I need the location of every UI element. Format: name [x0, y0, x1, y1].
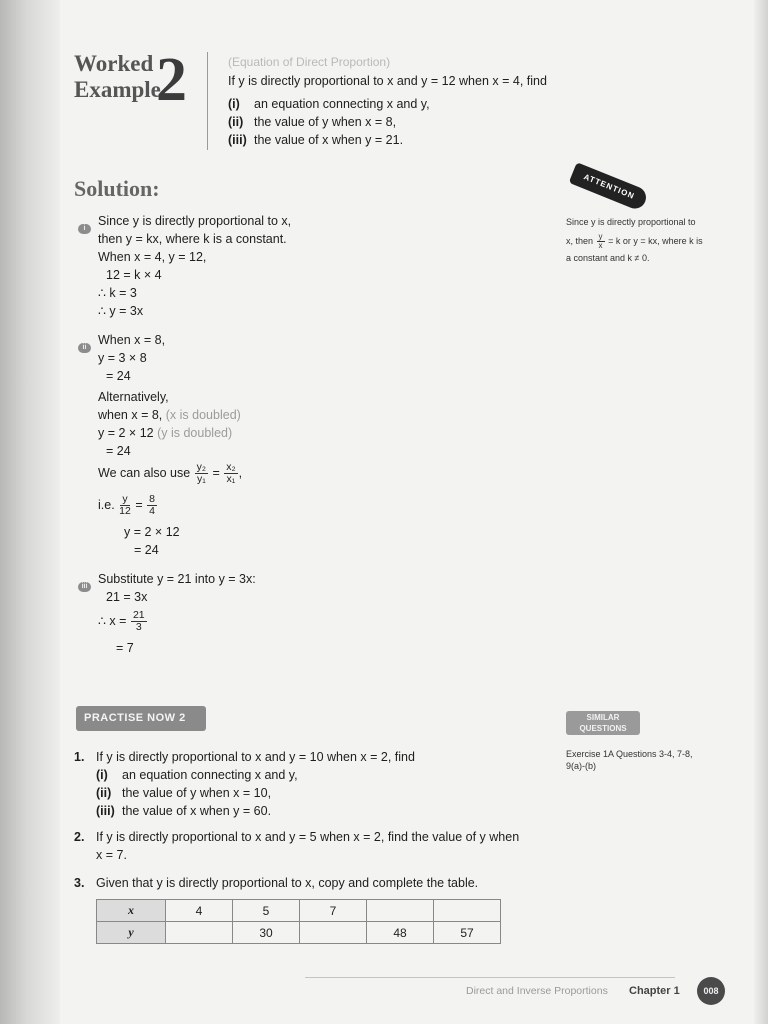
footer-chapter-number: Chapter 1: [629, 985, 680, 997]
solution-line: y = 3 × 8: [98, 351, 147, 365]
solution-line: ∴ k = 3: [98, 286, 137, 300]
table-header-y: y: [97, 922, 166, 944]
table-cell: 4: [166, 900, 233, 922]
attention-ribbon: ATTENTION: [570, 176, 648, 198]
table-cell: 48: [367, 922, 434, 944]
solution-line: then y = kx, where k is a constant.: [98, 232, 287, 246]
attention-note-line: a constant and k ≠ 0.: [566, 253, 650, 263]
part-ii-marker: ii: [78, 336, 91, 354]
footer-chapter-title: Direct and Inverse Proportions: [466, 985, 608, 997]
page-binding-shadow: [0, 0, 60, 1024]
question-part-i: (i) an equation connecting x and y,: [228, 97, 430, 111]
practise-question-1-part: (i) an equation connecting x and y,: [96, 768, 298, 782]
solution-line: = 24: [106, 444, 131, 458]
table-cell: [300, 922, 367, 944]
solution-line: When x = 4, y = 12,: [98, 250, 207, 264]
footer-rule: [305, 977, 675, 978]
table-cell: 5: [233, 900, 300, 922]
table-row: [97, 900, 501, 922]
example-number: 2: [156, 46, 187, 114]
practise-question-2-continued: x = 7.: [96, 848, 127, 862]
example-label: Example: [74, 77, 161, 102]
solution-line: 12 = k × 4: [106, 268, 162, 282]
solution-line: Since y is directly proportional to x,: [98, 214, 292, 228]
solution-line: = 24: [106, 369, 131, 383]
page-number-badge: 008: [697, 977, 725, 1005]
ratio-formula: We can also use $\frac{\text{y₂}}{\text{y₁}}$ = $\frac{\text{x₂}}{\text{x₁}}$ ,: [98, 461, 243, 485]
practise-question-1-part: (iii) the value of x when y = 60.: [96, 804, 272, 818]
table-row: [97, 922, 501, 944]
worked-label: Worked: [74, 51, 154, 76]
proportion-table: [96, 899, 501, 944]
doubling-hint: (y is doubled): [157, 426, 233, 440]
solution-line: = 24: [134, 543, 159, 557]
solution-line: Alternatively,: [98, 390, 169, 404]
table-cell: [166, 922, 233, 944]
table-cell: 57: [434, 922, 501, 944]
solution-line: y = 2 × 12 (y is doubled): [98, 426, 233, 440]
solution-line: ∴ y = 3x: [98, 304, 144, 318]
table-header-x: x: [97, 900, 166, 922]
practise-question-3: 3. Given that y is directly proportional to x, copy and complete the table.: [74, 876, 479, 890]
similar-questions-badge: SIMILAR QUESTIONS: [566, 711, 640, 735]
table-cell: [367, 900, 434, 922]
part-iii-marker: iii: [78, 575, 91, 593]
solution-line: 21 = 3x: [106, 590, 148, 604]
practise-question-1-part: (ii) the value of y when x = 10,: [96, 786, 272, 800]
table-cell: 30: [233, 922, 300, 944]
header-divider: [207, 52, 208, 150]
practise-question-2: 2. If y is directly proportional to x and y = 5 when x = 2, find the value of y when: [74, 830, 520, 844]
solution-line: Substitute y = 21 into y = 3x:: [98, 572, 256, 586]
solution-fraction-line: ∴ x = $\frac{21}{3}$: [98, 609, 145, 633]
solution-line: = 7: [116, 641, 134, 655]
example-topic-tag: (Equation of Direct Proportion): [228, 55, 391, 69]
table-cell: [434, 900, 501, 922]
doubling-hint: (x is doubled): [165, 408, 241, 422]
question-part-iii: (iii) the value of x when y = 21.: [228, 133, 404, 147]
practise-question-1: 1. If y is directly proportional to x and y = 10 when x = 2, find: [74, 750, 415, 764]
table-cell: 7: [300, 900, 367, 922]
attention-note-line: x, then $\frac{y}{x}$ = k or y = kx, where k is: [566, 232, 703, 250]
solution-heading: Solution:: [74, 176, 160, 201]
solution-line: When x = 8,: [98, 333, 166, 347]
solution-line: y = 2 × 12: [124, 525, 180, 539]
exercise-reference: Exercise 1A Questions 3-4, 7-8, 9(a)-(b): [566, 749, 693, 771]
ratio-substitution: i.e. $\frac{y}{12}$ = $\frac{8}{4}$: [98, 493, 155, 517]
part-i-marker: i: [78, 217, 91, 235]
question-part-ii: (ii) the value of y when x = 8,: [228, 115, 397, 129]
page-edge: [754, 0, 768, 1024]
attention-note-line: Since y is directly proportional to: [566, 217, 696, 227]
practise-now-banner: PRACTISE NOW 2: [76, 706, 206, 731]
solution-line: when x = 8, (x is doubled): [98, 408, 241, 422]
example-question: If y is directly proportional to x and y = 12 when x = 4, find: [228, 74, 547, 88]
